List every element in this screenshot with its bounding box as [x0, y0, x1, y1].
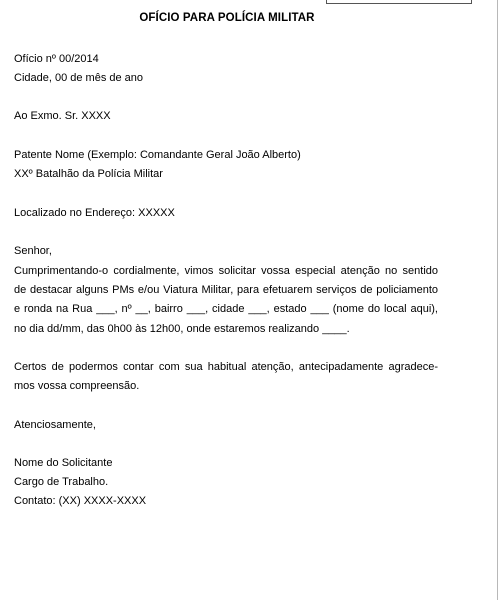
recipient-battalion: XXº Batalhão da Polícia Militar [14, 168, 163, 180]
paragraph1-line: no dia dd/mm, das 0h00 às 12h00, onde estaremos realizando ____. [14, 323, 350, 335]
top-corner-box [326, 0, 472, 4]
paragraph1-line: de destacar alguns PMs e/ou Viatura Militar, para efetuarem serviços de policiamento [14, 284, 438, 296]
signer-name: Nome do Solicitante [14, 457, 113, 469]
recipient-salutation: Ao Exmo. Sr. XXXX [14, 110, 111, 122]
signer-role: Cargo de Trabalho. [14, 476, 109, 488]
paragraph2-line: mos vossa compreensão. [14, 380, 140, 392]
greeting: Senhor, [14, 245, 52, 257]
contact-info: Contato: (XX) XXXX-XXXX [14, 495, 147, 507]
paragraph1-line: e ronda na Rua ___, nº __, bairro ___, cidade ___, estado ___ (nome do local aqui), [14, 303, 438, 315]
recipient-rank-name: Patente Nome (Exemplo: Comandante Geral João Alberto) [14, 149, 301, 161]
paragraph2-line: Certos de podermos contar com sua habitual atenção, antecipadamente agradece- [14, 361, 438, 373]
recipient-address: Localizado no Endereço: XXXXX [14, 207, 175, 219]
city-date: Cidade, 00 de mês de ano [14, 72, 144, 84]
document-title: OFÍCIO PARA POLÍCIA MILITAR [139, 12, 315, 24]
oficio-number: Ofício nº 00/2014 [14, 53, 99, 65]
valediction: Atenciosamente, [14, 419, 96, 431]
paragraph1-line: Cumprimentando-o cordialmente, vimos solicitar vossa especial atenção no sentido [14, 265, 438, 277]
page-edge-divider [497, 0, 498, 600]
